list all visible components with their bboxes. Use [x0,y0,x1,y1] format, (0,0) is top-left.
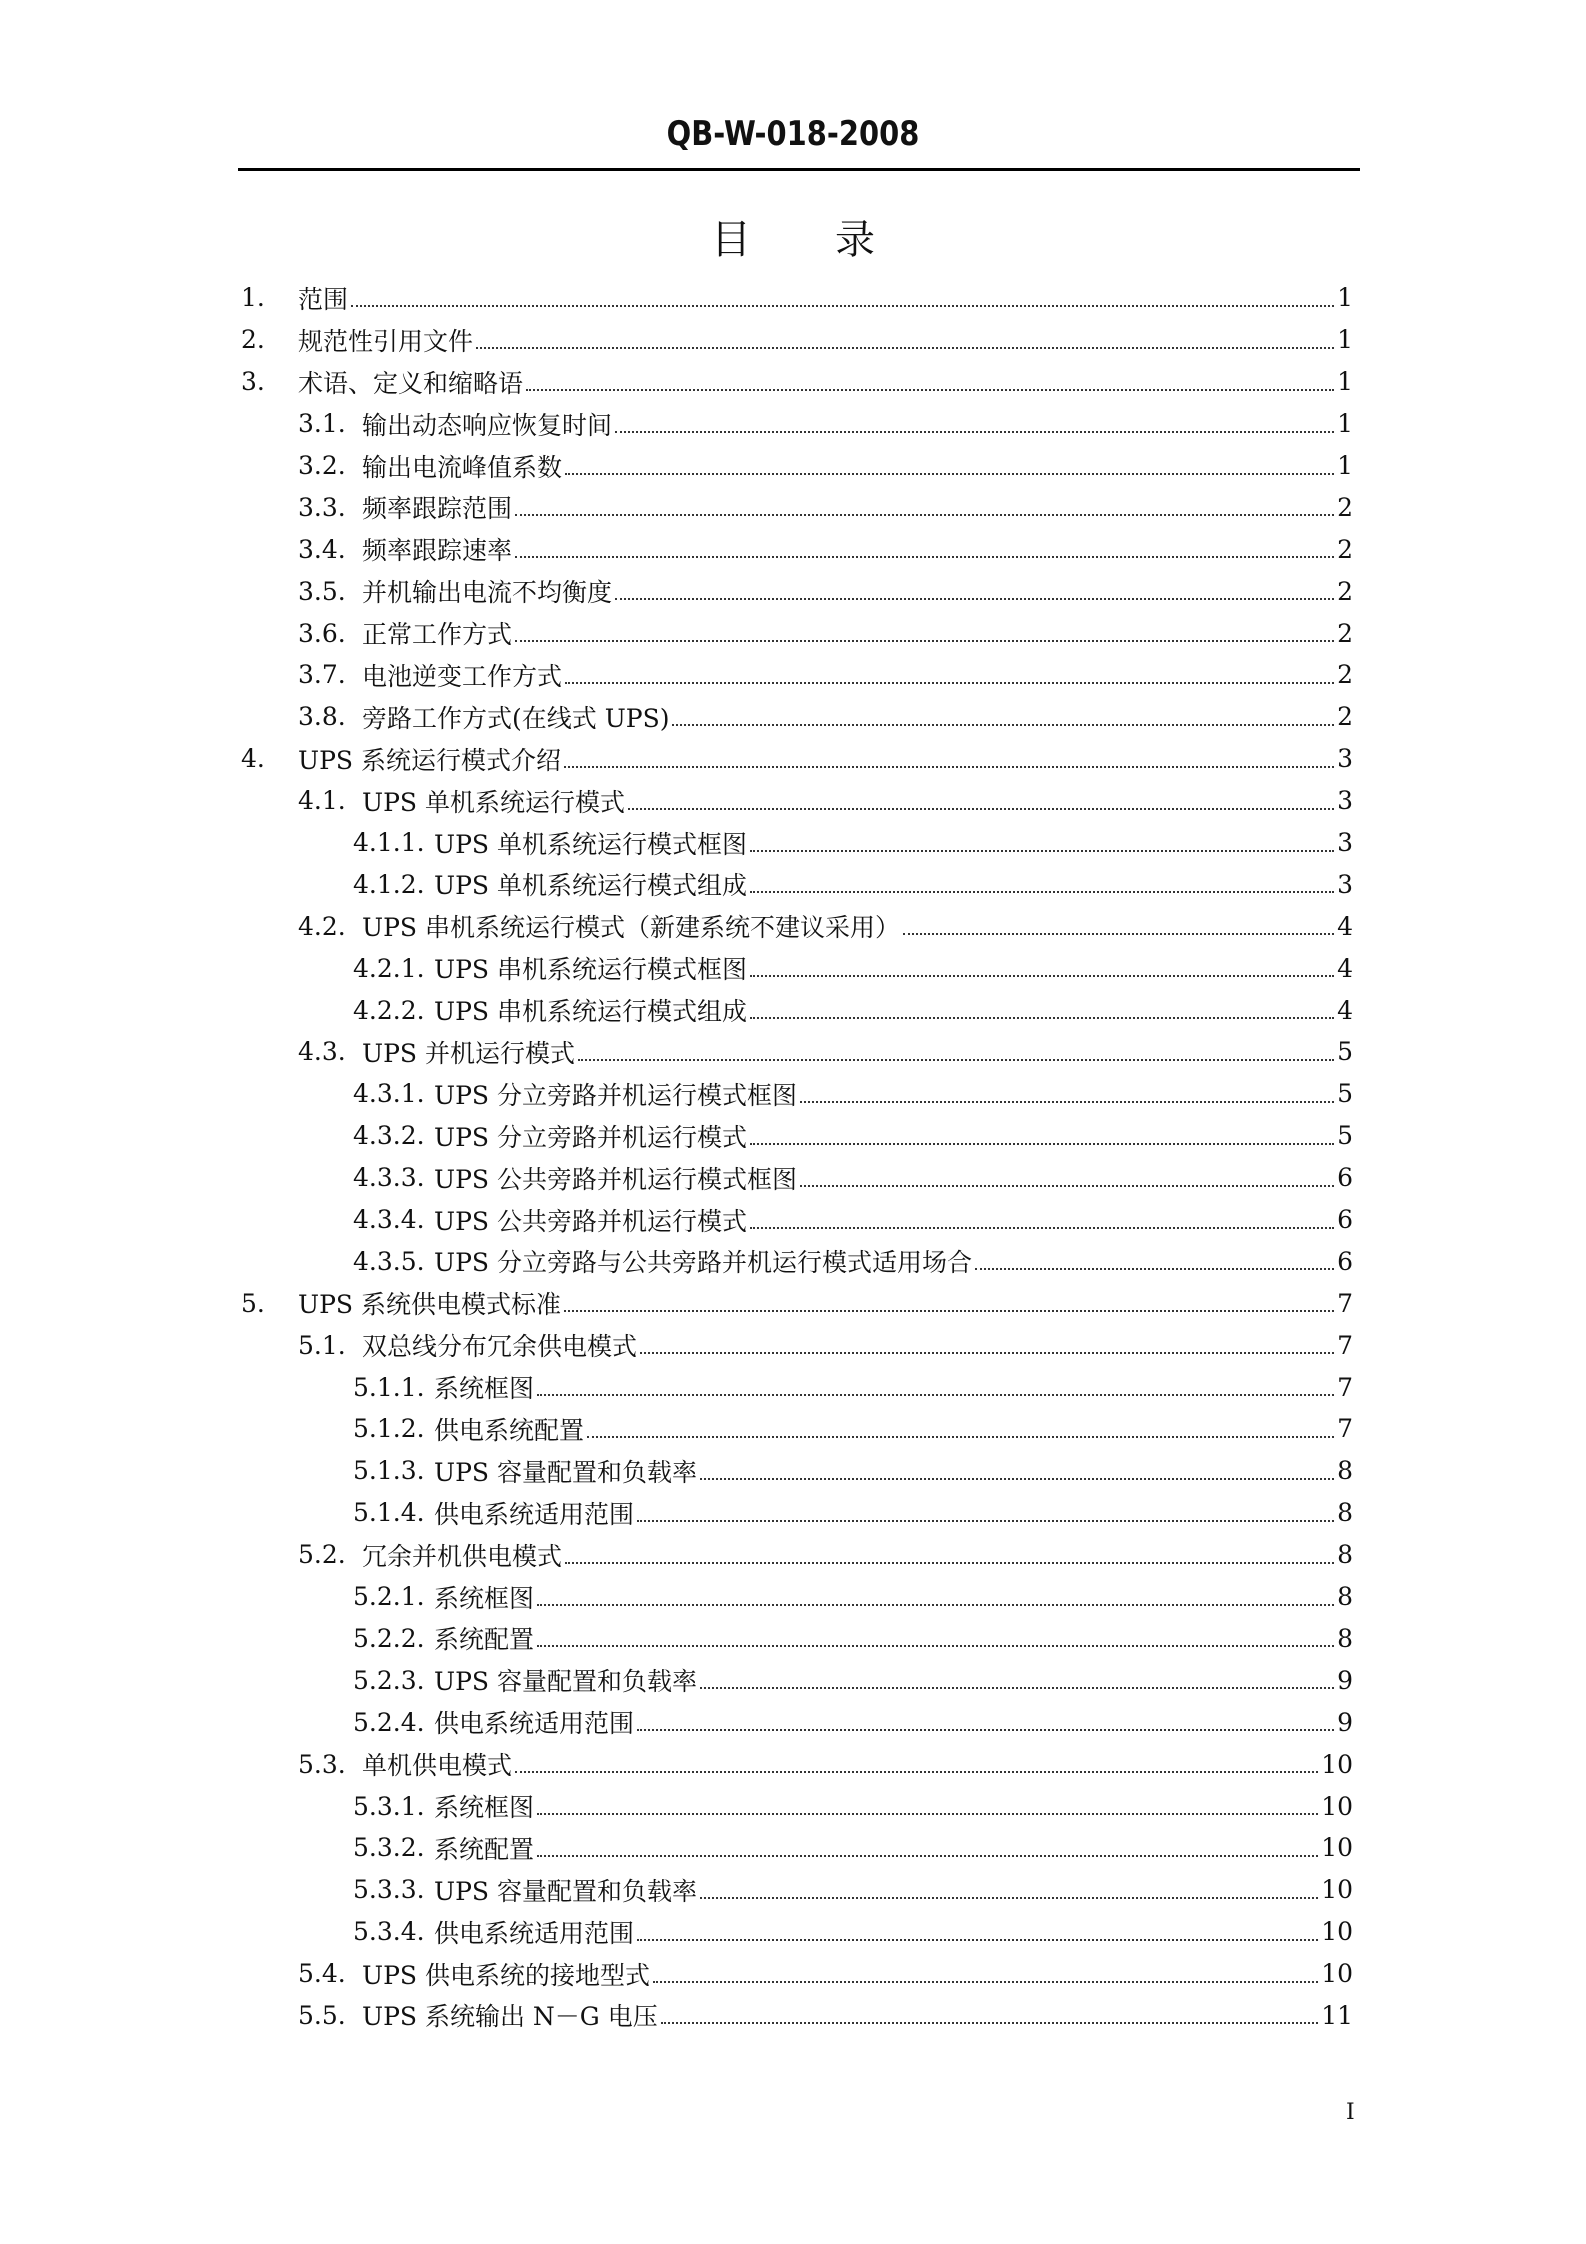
toc-entry-number: 4.3.2. [353,1121,425,1151]
toc-entry-page: 5 [1337,1079,1353,1109]
toc-entry-number: 5.1.2. [353,1414,425,1444]
toc-entry-page: 5 [1337,1121,1353,1151]
dot-leader [587,1436,1334,1438]
toc-entry[interactable] [241,528,1353,570]
page-number: I [1346,2100,1355,2125]
toc-entry[interactable] [241,1157,1353,1199]
toc-entry-number: 5.3.2. [353,1833,425,1863]
toc-entry-number: 5.2.1. [353,1582,425,1612]
toc-entry[interactable] [241,1450,1353,1492]
toc-entry[interactable] [241,277,1353,319]
toc-entry-title: 范围 [298,284,349,314]
dot-leader [515,640,1334,642]
toc-entry-title: 系统配置 [434,1625,535,1655]
toc-entry-number: 4.2. [298,911,346,941]
toc-entry-page: 4 [1337,953,1353,983]
toc-entry-page: 8 [1337,1498,1353,1528]
toc-entry-title: 频率跟踪速率 [362,536,513,566]
toc-entry-number: 3.4. [298,534,346,564]
dot-leader [750,1227,1334,1229]
toc-entry-title: 术语、定义和缩略语 [298,368,524,398]
toc-entry-title: 供电系统配置 [434,1415,585,1445]
toc-entry-number: 3.1. [298,409,346,439]
toc-entry-title: UPS 容量配置和负载率 [434,1667,697,1697]
toc-entry-title: 冗余并机供电模式 [362,1541,563,1571]
toc-entry-page: 2 [1337,576,1353,606]
toc-entry[interactable] [241,822,1353,864]
toc-entry-title: UPS 供电系统的接地型式 [362,1960,650,1990]
toc-entry-number: 3.2. [298,451,346,480]
toc-entry-number: 4.3.5. [353,1246,425,1276]
toc-entry-number: 5.3. [298,1749,346,1779]
toc-entry-page: 7 [1337,1372,1353,1402]
toc-entry-title: UPS 单机系统运行模式组成 [434,871,747,901]
toc-entry-title: UPS 串机系统运行模式组成 [434,997,747,1027]
toc-entry[interactable] [241,1785,1353,1827]
toc-entry[interactable] [241,445,1353,487]
toc-entry-number: 4.3.1. [353,1079,425,1109]
toc-entry-title: UPS 单机系统运行模式框图 [434,829,747,859]
toc-entry-page: 7 [1337,1414,1353,1444]
toc-entry[interactable] [241,1282,1353,1324]
dot-leader [515,1771,1318,1773]
toc-entry-page: 10 [1321,1791,1353,1821]
toc-entry[interactable] [241,1534,1353,1576]
toc-entry-page: 6 [1337,1163,1353,1193]
toc-entry-page: 6 [1337,1246,1353,1276]
toc-entry-title: 系统配置 [434,1834,535,1864]
toc-entry-title: UPS 分立旁路并机运行模式 [434,1122,747,1152]
toc-entry[interactable] [241,1031,1353,1073]
toc-entry-page: 1 [1337,409,1353,439]
toc-entry-title: 输出动态响应恢复时间 [362,410,613,440]
toc-entry[interactable] [241,1869,1353,1911]
toc-entry-page: 2 [1337,534,1353,564]
toc-entry[interactable] [241,361,1353,403]
toc-entry-page: 1 [1337,325,1353,355]
toc-entry-title: UPS 容量配置和负载率 [434,1876,697,1906]
dot-leader [672,724,1334,726]
toc-entry-title: 系统框图 [434,1793,535,1822]
toc-entry[interactable] [241,947,1353,989]
toc-entry[interactable] [241,1408,1353,1450]
dot-leader [637,1939,1318,1941]
dot-leader [565,682,1334,684]
toc-entry-page: 3 [1337,828,1353,858]
dot-leader [564,766,1334,768]
toc-entry-title: 电池逆变工作方式 [362,661,563,691]
toc-entry[interactable] [241,612,1353,654]
dot-leader [750,975,1334,977]
toc-entry-title: 并机输出电流不均衡度 [362,578,613,608]
dot-leader [750,1143,1334,1145]
toc-entry-title: 系统框图 [434,1374,535,1404]
toc-entry-page: 11 [1321,2000,1353,2030]
dot-leader [476,347,1334,349]
dot-leader [637,1729,1334,1731]
toc-entry[interactable] [241,1576,1353,1618]
toc-entry-number: 5.2. [298,1540,346,1570]
toc-entry-title: UPS 并机运行模式 [362,1038,575,1068]
toc-entry-page: 8 [1337,1582,1353,1612]
toc-entry[interactable] [241,1659,1353,1701]
toc-entry[interactable] [241,654,1353,696]
dot-leader [750,891,1334,893]
toc-entry-number: 5.1.4. [353,1498,425,1528]
toc-entry-page: 1 [1337,451,1353,480]
toc-title-char: 录 [835,217,875,263]
toc-entry[interactable] [241,319,1353,361]
dot-leader [351,305,1334,307]
toc-entry-title: UPS 串机系统运行模式（新建系统不建议采用） [362,913,900,943]
toc-entry[interactable] [241,1618,1353,1660]
toc-entry-page: 2 [1337,492,1353,522]
toc-entry-number: 3.6. [298,618,346,648]
toc-entry[interactable] [241,1743,1353,1785]
toc-entry-title: UPS 分立旁路与公共旁路并机运行模式适用场合 [434,1248,972,1278]
dot-leader [750,850,1334,852]
toc-entry-page: 9 [1337,1665,1353,1695]
toc-entry[interactable] [241,1115,1353,1157]
toc-entry-number: 3.5. [298,576,346,606]
dot-leader [640,1352,1334,1354]
toc-entry-page: 6 [1337,1205,1353,1235]
dot-leader [750,1017,1334,1019]
header-rule [238,168,1360,171]
dot-leader [537,1645,1334,1647]
toc-entry[interactable] [241,989,1353,1031]
toc-entry[interactable] [241,1199,1353,1241]
toc-entry-page: 10 [1321,1917,1353,1947]
toc-entry[interactable] [241,1701,1353,1743]
toc-entry-page: 9 [1337,1707,1353,1737]
toc-title [0,208,1586,265]
dot-leader [515,514,1334,516]
toc-entry-title: 系统框图 [434,1583,535,1613]
toc-entry-number: 3.7. [298,660,346,690]
toc-entry-title: 供电系统适用范围 [434,1918,635,1948]
toc-entry-page: 8 [1337,1540,1353,1570]
dot-leader [661,2022,1318,2024]
toc-entry[interactable] [241,1827,1353,1869]
toc-entry[interactable] [241,905,1353,947]
toc-entry-number: 5.2.4. [353,1707,425,1737]
dot-leader [578,1059,1334,1061]
dot-leader [628,808,1334,810]
toc-entry[interactable] [241,1240,1353,1282]
toc-entry-title: 频率跟踪范围 [362,494,513,524]
toc-entry-number: 5.1.3. [353,1456,425,1486]
toc-entry-number: 3.3. [298,492,346,522]
toc-entry[interactable] [241,696,1353,738]
toc-entry-number: 5.1. [298,1330,346,1360]
dot-leader [653,1981,1318,1983]
toc-entry[interactable] [241,738,1353,780]
toc-entry-title: UPS 分立旁路并机运行模式框图 [434,1080,797,1110]
toc-entry-page: 10 [1321,1959,1353,1989]
toc-entry-title: 输出电流峰值系数 [362,452,563,482]
toc-entry-title: UPS 串机系统运行模式框图 [434,955,747,985]
toc-entry-title: 规范性引用文件 [298,326,474,356]
toc-entry-number: 4.3.4. [353,1205,425,1235]
toc-entry[interactable] [241,1911,1353,1953]
dot-leader [800,1101,1334,1103]
toc-entry-number: 4. [241,744,265,774]
dot-leader [700,1897,1318,1899]
toc-entry-title: 供电系统适用范围 [434,1499,635,1529]
toc-entry-title: UPS 公共旁路并机运行模式 [434,1206,747,1236]
toc-entry-title: 单机供电模式 [362,1751,513,1781]
toc-entry[interactable] [241,1366,1353,1408]
toc-entry[interactable] [241,1995,1353,2037]
toc-entry-number: 2. [241,325,265,355]
toc-entry-page: 10 [1321,1875,1353,1905]
toc-entry[interactable] [241,780,1353,822]
toc-entry[interactable] [241,1073,1353,1115]
toc-entry-page: 8 [1337,1456,1353,1486]
dot-leader [526,389,1334,391]
toc-entry-number: 4.3.3. [353,1163,425,1193]
toc-entry-number: 5.2.3. [353,1665,425,1695]
toc-entry-number: 5.5. [298,2000,346,2030]
toc-title-char: 目 [711,217,751,263]
toc-entry[interactable] [241,863,1353,905]
dot-leader [565,473,1334,475]
toc-entry-page: 2 [1337,702,1353,732]
toc-entry-page: 2 [1337,618,1353,648]
toc-entry-number: 4.2.1. [353,953,425,983]
toc-entry-number: 5.3.4. [353,1917,425,1947]
toc-entry-title: 正常工作方式 [362,620,513,650]
toc-entry-page: 2 [1337,660,1353,690]
dot-leader [564,1310,1334,1312]
toc-entry-title: UPS 容量配置和负载率 [434,1457,697,1487]
toc-entry-page: 5 [1337,1037,1353,1067]
toc-entry[interactable] [241,1492,1353,1534]
toc-entry-number: 5.1.1. [353,1372,425,1402]
dot-leader [537,1604,1334,1606]
toc-entry[interactable] [241,570,1353,612]
toc-entry-page: 4 [1337,995,1353,1025]
toc-entry-page: 7 [1337,1330,1353,1360]
toc-entry-number: 4.1.2. [353,869,425,899]
dot-leader [537,1394,1334,1396]
toc-entry-title: UPS 系统运行模式介绍 [298,745,561,775]
toc-entry-number: 5.3.1. [353,1791,425,1821]
dot-leader [565,1562,1334,1564]
dot-leader [700,1478,1334,1480]
toc-entry[interactable] [241,403,1353,445]
toc-entry-number: 5.4. [298,1959,346,1989]
toc-entry-number: 5. [241,1288,265,1318]
toc-entry-title: 旁路工作方式(在线式 UPS) [362,703,670,733]
toc-entry-page: 10 [1321,1833,1353,1863]
toc-entry-page: 4 [1337,911,1353,941]
toc-entry-title: UPS 系统供电模式标准 [298,1290,561,1320]
toc-entry-number: 1. [241,283,265,313]
dot-leader [537,1813,1318,1815]
toc-entry-number: 4.2.2. [353,995,425,1025]
toc-entry-number: 5.3.3. [353,1875,425,1905]
toc-entry-page: 3 [1337,869,1353,899]
dot-leader [615,431,1334,433]
dot-leader [800,1185,1334,1187]
toc-entry-number: 3. [241,367,265,397]
toc-entry[interactable] [241,486,1353,528]
table-of-contents [241,277,1353,2036]
document-code-header: QB-W-018-2008 [666,114,920,154]
dot-leader [615,598,1334,600]
dot-leader [637,1520,1334,1522]
toc-entry-page: 3 [1337,786,1353,816]
toc-entry-number: 5.2.2. [353,1623,425,1653]
dot-leader [700,1687,1334,1689]
toc-entry[interactable] [241,1953,1353,1995]
toc-entry-title: UPS 系统输出 N－G 电压 [362,2002,658,2032]
toc-entry[interactable] [241,1324,1353,1366]
dot-leader [537,1855,1318,1857]
toc-entry-number: 4.1.1. [353,828,425,858]
toc-entry-title: UPS 公共旁路并机运行模式框图 [434,1164,797,1194]
dot-leader [975,1268,1334,1270]
toc-entry-page: 7 [1337,1288,1353,1318]
toc-entry-page: 1 [1337,283,1353,313]
dot-leader [903,933,1334,935]
toc-entry-title: 双总线分布冗余供电模式 [362,1332,638,1362]
toc-entry-title: 供电系统适用范围 [434,1709,635,1739]
toc-entry-title: UPS 单机系统运行模式 [362,787,625,817]
toc-entry-page: 10 [1321,1749,1353,1779]
toc-entry-page: 3 [1337,744,1353,774]
toc-entry-number: 3.8. [298,702,346,732]
toc-entry-page: 1 [1337,367,1353,397]
dot-leader [515,556,1334,558]
toc-entry-number: 4.1. [298,786,346,816]
toc-entry-number: 4.3. [298,1037,346,1067]
toc-entry-page: 8 [1337,1623,1353,1653]
